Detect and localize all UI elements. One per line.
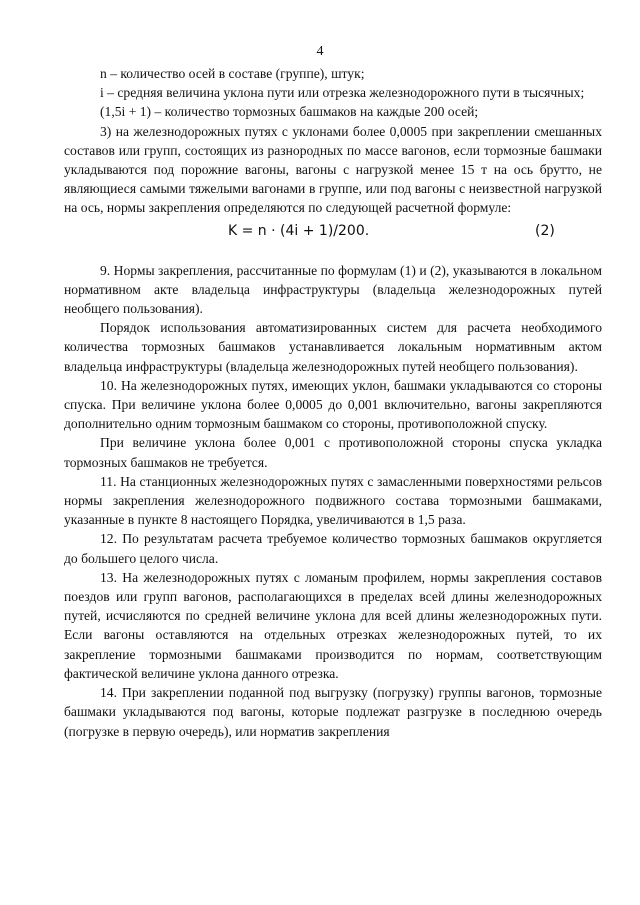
formula-row [64,219,602,245]
formula: K = n · (4i + 1)/200. [228,222,370,239]
paragraph-section-14: 14. При закреплении поданной под выгрузку (погрузку) группы вагонов, тормозные башмаки укладываются под вагоны, которые подлежат разгрузке в последнюю очередь (погрузке в первую очередь), или норматив закрепления [64,685,602,739]
document-body [64,64,602,741]
formula-number: (2) [535,222,555,239]
paragraph-item-3: 3) на железнодорожных путях с уклонами более 0,0005 при закреплении смешанных составов или групп, состоящих из разнородных по массе вагонов, если тормозные башмаки укладываются под порожние вагоны, вагоны с нагрузкой менее 15 т на ось брутто, не являющиеся самыми тяжелыми вагонами в группе, или под вагоны с неизвестной нагрузкой на ось, нормы закрепления определяются по следующей расчетной формуле: [64,123,602,216]
paragraph-i-definition: i – средняя величина уклона пути или отрезка железнодорожного пути в тысячных; [100,85,585,101]
paragraph-section-13: 13. На железнодорожных путях с ломаным профилем, нормы закрепления составов поездов или групп вагонов, располагающихся в пределах всей длины железнодорожных путей, исчисляются по средней величине уклона для всей длины железнодорожных пути. Если вагоны оставляются на отдельных отрезках железнодорожных путей, то их закрепление тормозными башмаками производится по нормам, соответствующим фактической величине уклона данного отрезка. [64,569,602,681]
paragraph-section-11: 11. На станционных железнодорожных путях с замасленными поверхностями рельсов нормы закрепления железнодорожного подвижного состава тормозными башмаками, указанные в пункте 8 настоящего Порядка, увеличиваются в 1,5 раза. [64,473,602,528]
paragraph-slope-above-0001: При величине уклона более 0,001 с противоположной стороны спуска укладка тормозных башмаков не требуется. [64,435,602,470]
paragraph-automated-systems: Порядок использования автоматизированных систем для расчета необходимого количества тормозных башмаков устанавливается локальным нормативным актом владельца инфраструктуры (владельца железнодорожных путей необщего пользования). [64,320,602,374]
paragraph-section-9: 9. Нормы закрепления, рассчитанные по формулам (1) и (2), указываются в локальном нормативном акте владельца инфраструктуры (владельца железнодорожных путей необщего пользования). [64,262,602,317]
page-number: 4 [316,44,324,59]
paragraph-n-definition: n – количество осей в составе (группе), штук; [100,66,365,81]
paragraph-section-10: 10. На железнодорожных путях, имеющих уклон, башмаки укладываются со стороны спуска. При величине уклона более 0,0005 до 0,001 включительно, вагоны закрепляются дополнительно одним тормозным башмаком со стороны, противоположной спуску. [64,377,602,432]
paragraph-section-12: 12. По результатам расчета требуемое количество тормозных башмаков округляется до большего целого числа. [64,531,602,566]
paragraph-shoes-per-200-axles: (1,5i + 1) – количество тормозных башмаков на каждые 200 осей; [100,104,479,120]
